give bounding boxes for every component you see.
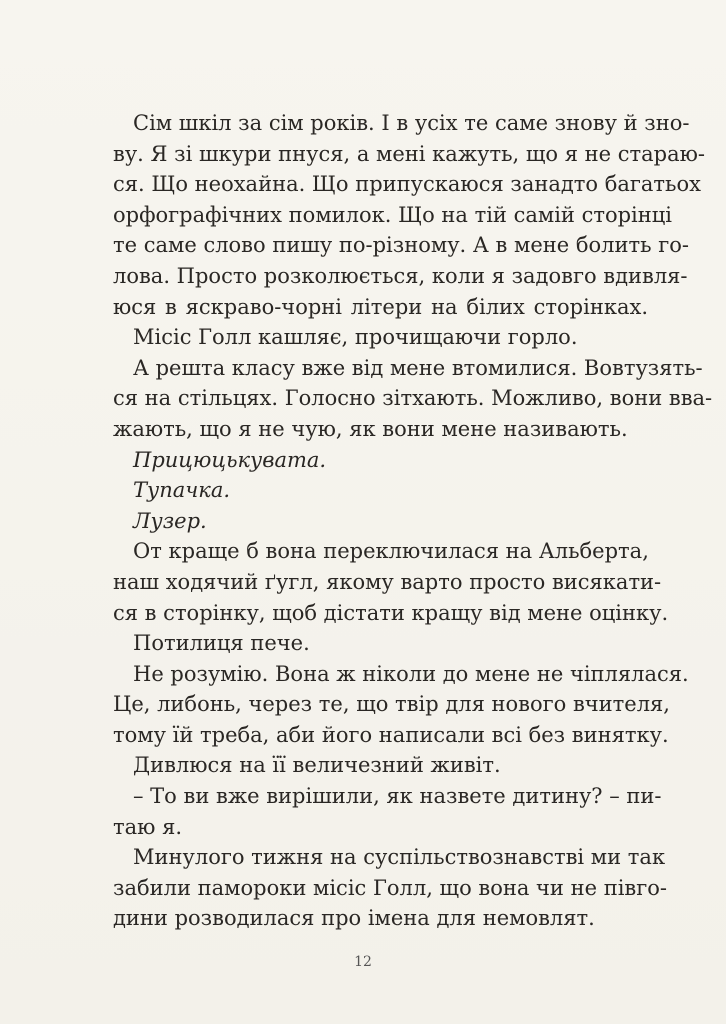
text-line-7: юся в яскраво-чорні літери на білих сторінках. (113, 294, 648, 319)
page-number: 12 (354, 954, 372, 970)
text-line-23: – То ви вже вирішили, як назвете дитину? – пи- (133, 784, 662, 809)
text-line-22: Дивлюся на її величезний живіт. (133, 753, 501, 778)
body-text (113, 108, 713, 934)
text-line-24: таю я. (113, 814, 183, 839)
text-line-27: дини розводилася про імена для немовлят. (113, 906, 595, 931)
text-line-20: Це, либонь, через те, що твір для нового вчителя, (113, 692, 670, 717)
text-line-6: лова. Просто розколюється, коли я задовго вдивля- (113, 263, 688, 288)
text-line-9: А решта класу вже від мене втомилися. Вовтузять- (133, 355, 703, 380)
text-line-16: наш ходячий ґугл, якому варто просто висякати- (113, 569, 662, 594)
text-line-1: Сім шкіл за сім років. І в усіх те саме знову й зно- (133, 111, 690, 135)
text-line-26: забили памороки місіс Голл, що вона чи не півго- (113, 875, 667, 900)
text-line-2: ву. Я зі шкури пнуся, а мені кажуть, що я не стараю- (113, 141, 706, 166)
text-line-4: орфографічних помилок. Що на тій самій сторінці (113, 202, 672, 227)
text-line-15: От краще б вона переключилася на Альберта, (133, 539, 649, 564)
text-line-13: Тупачка. (133, 478, 231, 503)
text-line-11: жають, що я не чую, як вони мене називають. (113, 416, 628, 441)
text-line-5: те саме слово пишу по-різному. А в мене болить го- (113, 233, 689, 258)
text-line-8: Місіс Голл кашляє, прочищаючи горло. (133, 325, 578, 350)
text-line-19: Не розумію. Вона ж ніколи до мене не чіплялася. (133, 661, 689, 686)
text-line-14: Лузер. (133, 508, 207, 533)
text-line-18: Потилиця пече. (133, 631, 310, 656)
text-line-3: ся. Що неохайна. Що припускаюся занадто багатьох (113, 172, 701, 197)
text-line-12: Прицюцькувата. (133, 447, 327, 472)
text-line-10: ся на стільцях. Голосно зітхають. Можливо, вони вва- (113, 386, 713, 411)
text-line-25: Минулого тижня на суспільствознавстві ми так (133, 845, 666, 870)
text-line-17: ся в сторінку, щоб дістати кращу від мене оцінку. (113, 600, 669, 625)
text-line-21: тому їй треба, аби його написали всі без винятку. (113, 722, 669, 747)
